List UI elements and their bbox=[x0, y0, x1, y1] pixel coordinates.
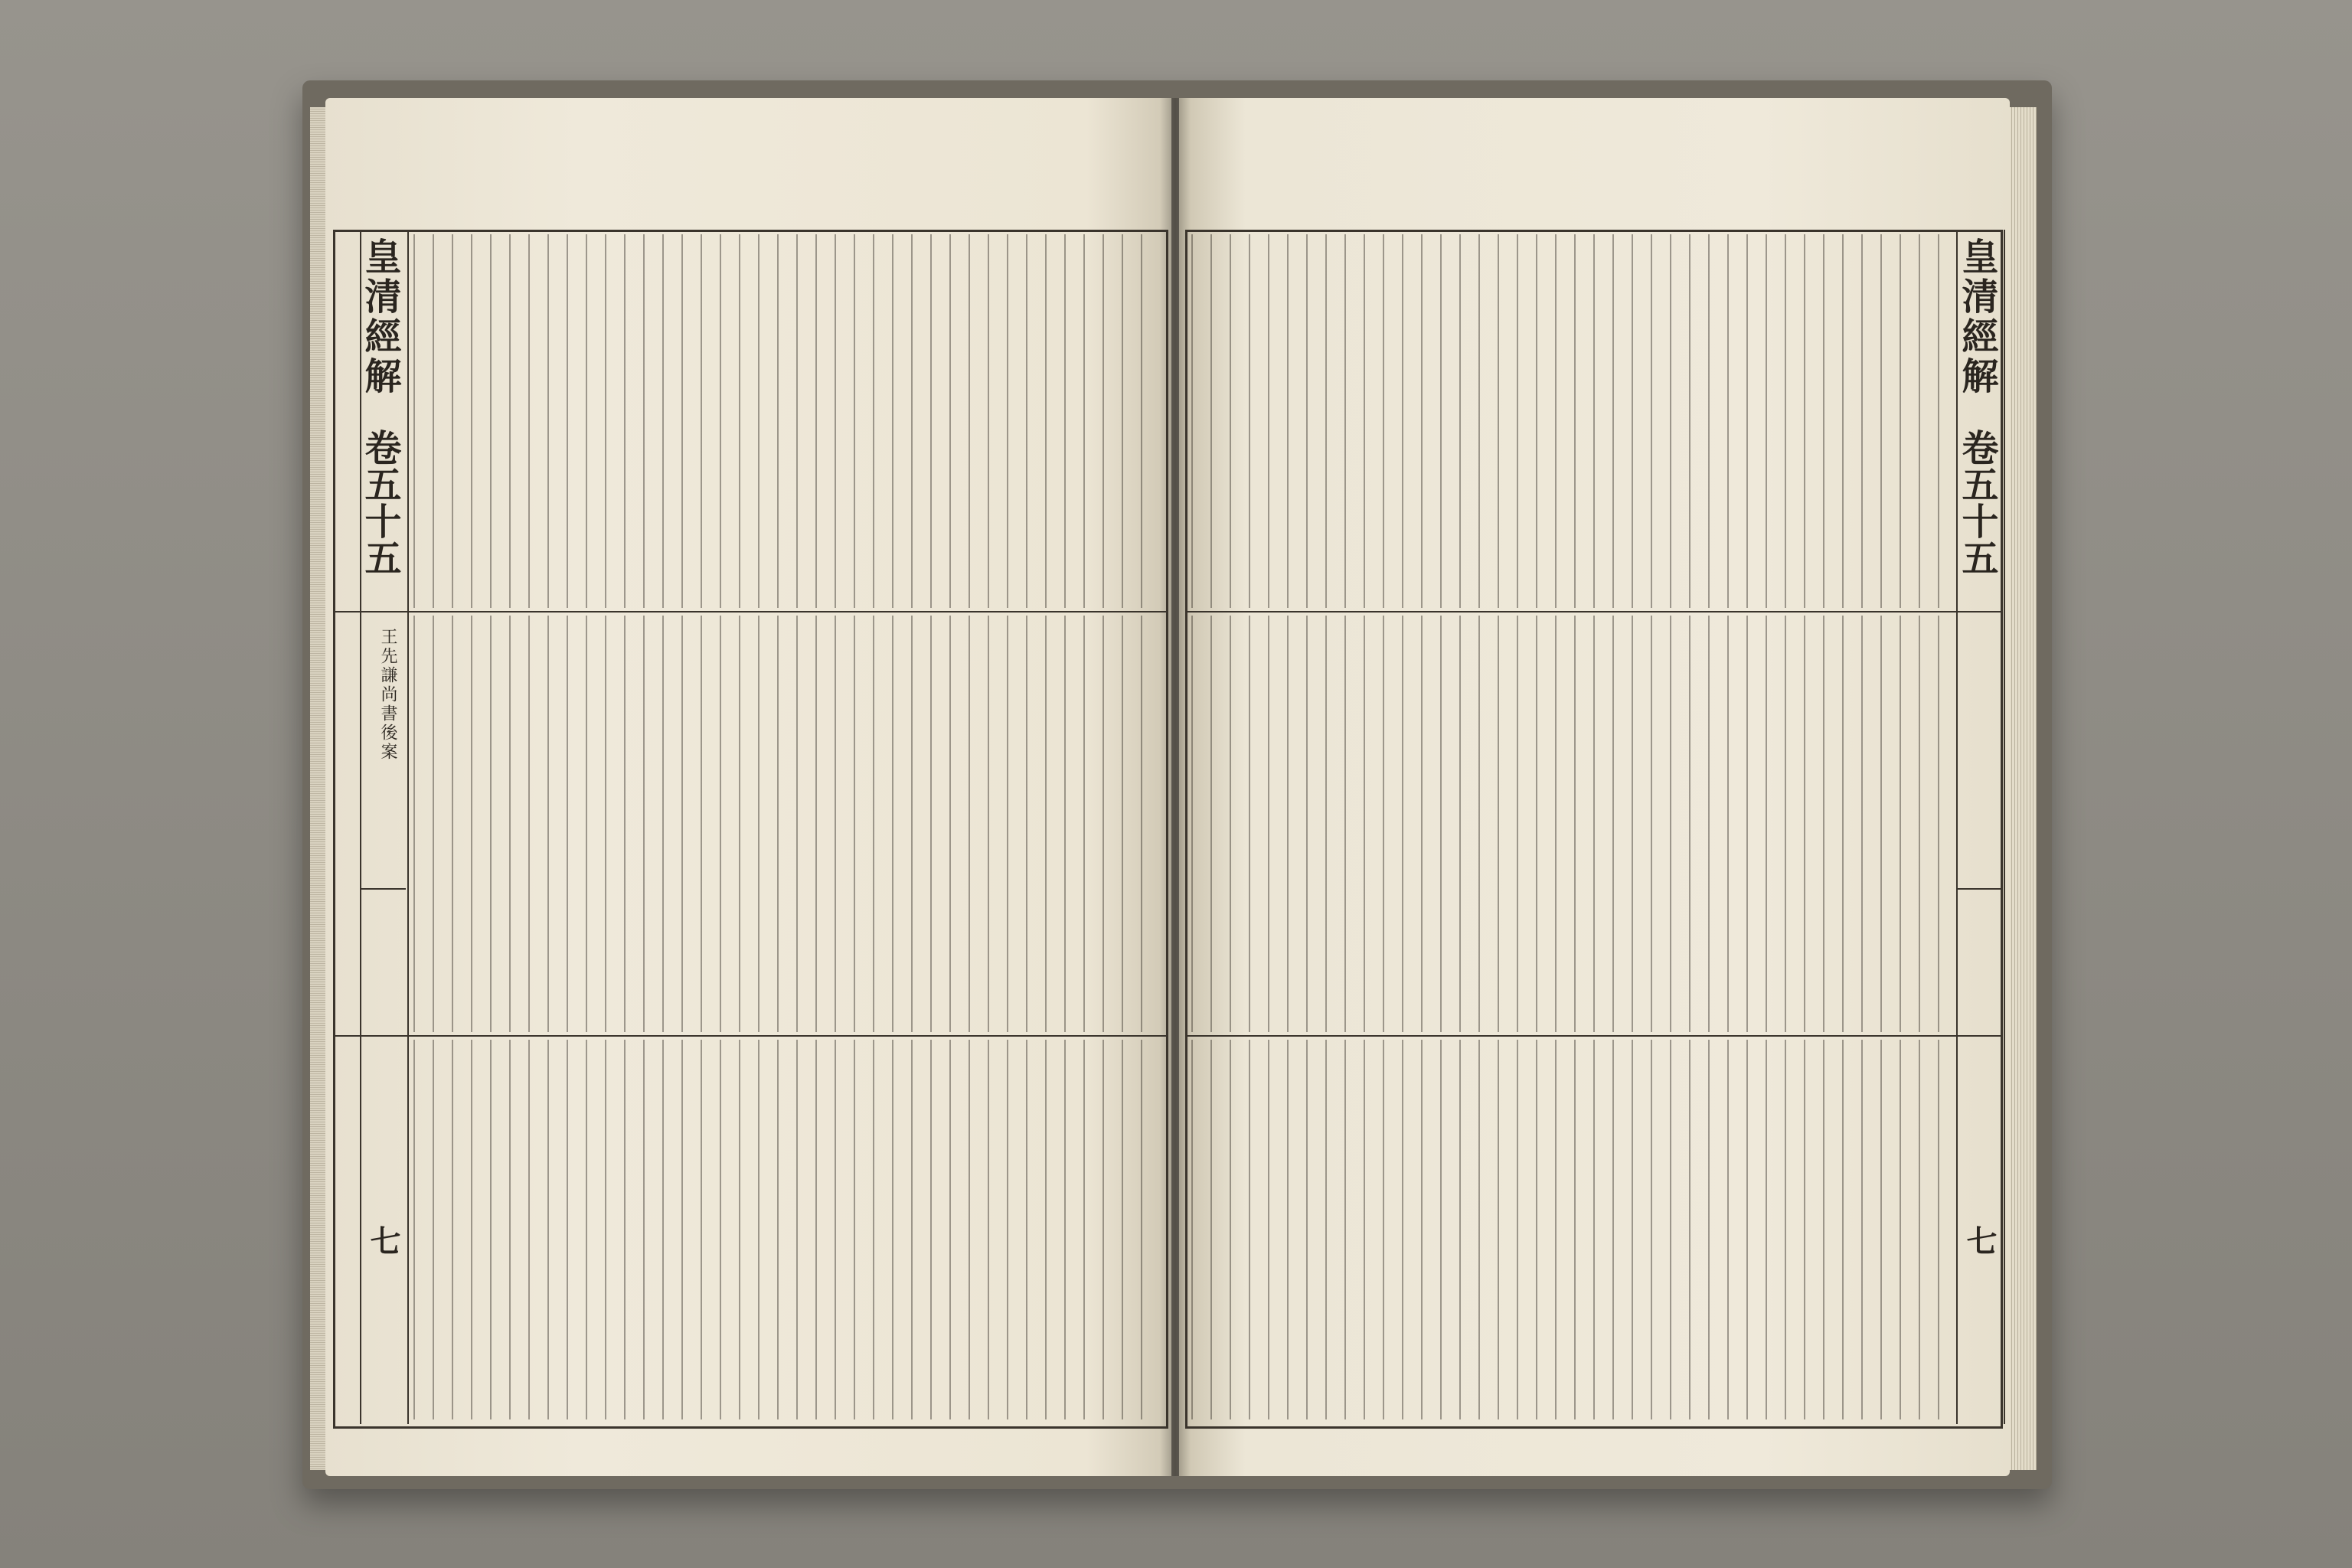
right-text-block-bottom bbox=[1191, 1040, 1949, 1419]
right-margin-marker bbox=[1956, 888, 2002, 890]
left-text-block-top bbox=[413, 234, 1160, 608]
right-text-block-middle bbox=[1191, 616, 1949, 1032]
left-register-divider-1 bbox=[333, 611, 1166, 612]
right-register-divider-1 bbox=[1185, 611, 2001, 612]
right-text-block-top bbox=[1191, 234, 1949, 608]
left-margin-marker bbox=[360, 888, 406, 890]
right-margin-title: 皇清經解 bbox=[1955, 237, 1998, 397]
right-register-divider-2 bbox=[1185, 1035, 2001, 1037]
left-register-divider-2 bbox=[333, 1035, 1166, 1037]
page-edges-left bbox=[310, 107, 327, 1470]
right-page-number: 七 bbox=[1962, 1225, 1998, 1256]
left-volume-label: 卷五十五 bbox=[358, 429, 401, 576]
right-volume-label: 卷五十五 bbox=[1955, 429, 1998, 576]
left-page-number: 七 bbox=[365, 1225, 401, 1256]
left-margin-title: 皇清經解 bbox=[358, 237, 401, 397]
left-text-block-bottom bbox=[413, 1040, 1160, 1419]
author-line: 王先謙尚書後案 bbox=[378, 628, 397, 762]
page-edges-right bbox=[2006, 107, 2037, 1470]
left-text-block-middle bbox=[413, 616, 1160, 1032]
